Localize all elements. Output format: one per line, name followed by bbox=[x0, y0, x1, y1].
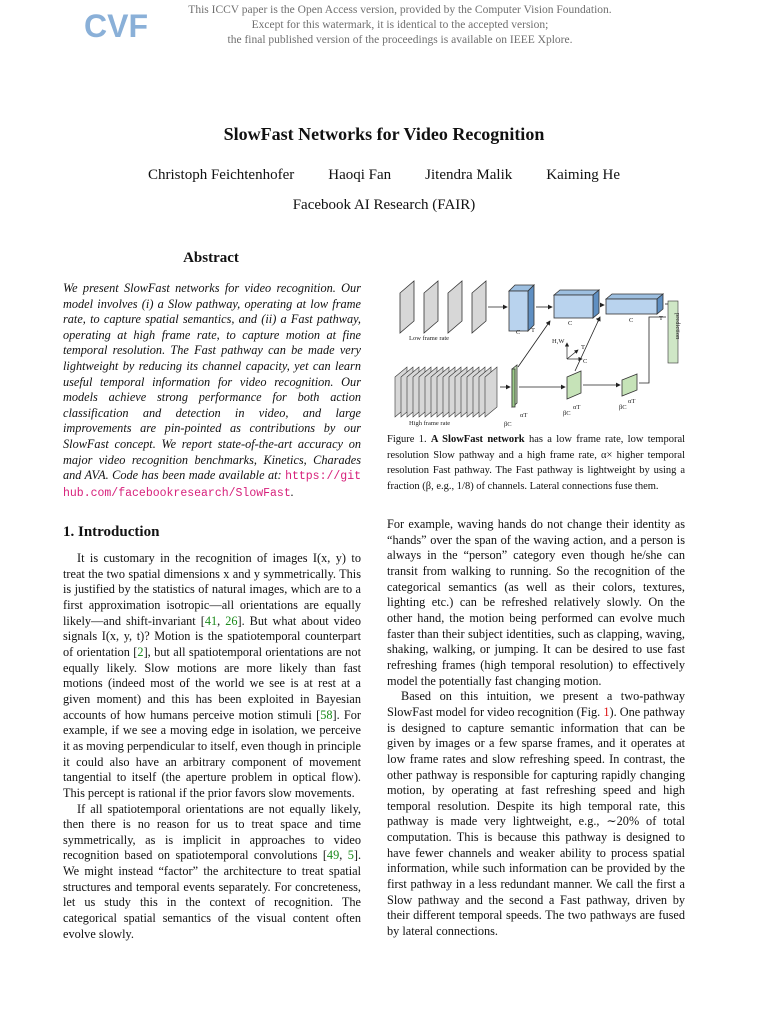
dim-t-label: T bbox=[659, 315, 663, 322]
affiliation: Facebook AI Research (FAIR) bbox=[292, 197, 476, 213]
intro-right-column bbox=[387, 517, 685, 940]
low-rate-frames bbox=[400, 281, 486, 333]
text-run: It is customary in the recognition of images I(x, y) to treat the two spatial dimensions x and y symmetrically. This is justified by the statistics of natural images, which are to a first approximation isotropic—all orientations are equally likely—and shift-invariant [ bbox=[63, 551, 361, 628]
citation-link[interactable]: 49 bbox=[326, 848, 340, 863]
dim-c-label: C bbox=[568, 320, 573, 327]
intro-left-column bbox=[63, 551, 361, 942]
dim-c-label: C bbox=[629, 317, 634, 324]
low-frame-rate-label: Low frame rate bbox=[409, 335, 450, 342]
dim-t-label: T bbox=[531, 327, 535, 334]
text-run: ]. But what about video signals I(x, y, t)? Motion is the spatiotemporal counterpart of orientation [ bbox=[63, 613, 361, 659]
paper-title: SlowFast Networks for Video Recognition bbox=[223, 124, 545, 144]
watermark-line-2: Except for this watermark, it is identical to the accepted version; bbox=[251, 19, 549, 31]
intro-paragraph: If all spatiotemporal orientations are not equally likely, then there is no reason for us to treat space and time symmetrically, as is implicit in approaches to video recognition based on spatiotemporal convolutions [49, 5]. We might instead “factor” the architecture to treat spatial structures and temporal events separately. For concreteness, let us study this in the context of recognition. The categorical spatial semantics of the visual content often evolve slowly. bbox=[63, 801, 362, 941]
high-frame-rate-label: High frame rate bbox=[409, 420, 451, 427]
text-run: If all spatiotemporal orientations are not equally likely, then there is no reason for us to treat space and time symmetrically, as is implicit in approaches to video recognition based on spatiotemporal convolutions [ bbox=[63, 801, 361, 863]
text-run: ). One pathway is designed to capture semantic information that can be given by images or a few sparse frames, and it operates at low frame rates and slow refreshing speed. In contrast, the other pathway is responsible for capturing rapidly changing motion, by operating at fast refreshing speed and high temporal resolution. Despite its high temporal rate, this pathway is made very lightweight, e.g., ∼20% of total computation. This is because this pathway is designed to have fewer channels and weaker ability to process spatial information, while such information can be provided by the first pathway in a less redundant manner. We call the first a Slow pathway and the second a Fast pathway, driven by their different temporal speeds. The two pathways are fused by lateral connections. bbox=[387, 704, 685, 939]
abstract-text: We present SlowFast networks for video recognition. Our model involves (i) a Slow pathway, operating at low frame rate, to capture spatial semantics, and (ii) a Fast pathway, operating at high frame rate, to capture motion at fine temporal resolution. The Fast pathway can be made very lightweight by reducing its channel capacity, yet can learn useful temporal information for video recognition. Our models achieve strong performance for both action classification and detection in video, and large improvements are pin-pointed as contributions by our SlowFast concept. We report state-of-the-art accuracy on major video recognition benchmarks, Kinetics, Charades and AVA. Code has been made available at: bbox=[63, 281, 361, 483]
figure-caption bbox=[387, 432, 685, 494]
citation-link[interactable]: 41 bbox=[204, 613, 218, 628]
cvf-logo-text: CVF bbox=[84, 8, 148, 44]
citation-link[interactable]: 2 bbox=[137, 644, 144, 659]
abstract-body bbox=[63, 281, 361, 501]
dim-t-label: T bbox=[596, 317, 600, 324]
axis-hw-label: H,W bbox=[552, 338, 565, 345]
citation-link[interactable]: 5 bbox=[347, 848, 354, 863]
author-name: Christoph Feichtenhofer bbox=[148, 167, 295, 183]
author-name: Jitendra Malik bbox=[425, 167, 513, 183]
cvf-logo bbox=[84, 6, 148, 44]
author-name: Kaiming He bbox=[546, 167, 620, 183]
text-run: ]. We might instead “factor” the architecture to treat spatial structures and temporal events separately. For concreteness, let us study this in the context of recognition. The categorical spatial semantics of the visual content often evolve slowly. bbox=[63, 848, 362, 941]
dim-bc-label: βC bbox=[563, 410, 571, 417]
intro-paragraph bbox=[387, 689, 685, 940]
intro-paragraph: For example, waving hands do not change their identity as “hands” over the span of the waving action, and a person is always in the “person” category even though he/she can transit from walking to running. So the recognition of the categorical semantics (as well as their colors, textures, lighting etc.) can be refreshed relatively slowly. On the other hand, the motion being performed can evolve much faster than their subject identities, such as clapping, waving, shaking, walking, or jumping. It can be desired to use fast refreshing frames (high temporal resolution) to effectively model the potentially fast changing motion. bbox=[387, 517, 685, 688]
axis-t-label: T bbox=[581, 344, 585, 351]
dim-at-label: αT bbox=[520, 412, 528, 419]
fast-pathway bbox=[512, 365, 637, 407]
dim-at-label: αT bbox=[573, 404, 581, 411]
author-list bbox=[0, 167, 768, 184]
prediction-label: prediction bbox=[674, 313, 681, 340]
caption-number: Figure 1. bbox=[387, 434, 427, 445]
intro-heading: 1. Introduction bbox=[63, 524, 160, 540]
dim-bc-label: βC bbox=[619, 404, 627, 411]
author-name: Haoqi Fan bbox=[328, 167, 392, 183]
slowfast-diagram bbox=[387, 277, 687, 429]
watermark bbox=[150, 3, 650, 48]
dim-c-label: C bbox=[516, 329, 521, 336]
text-run: ], but all spatiotemporal orientations are not equally likely. Slow motions are more likely than fast motions (indeed most of the world we see is at rest at a given moment) and this has been exploited in Bayesian accounts of how humans perceive motion stimuli [ bbox=[63, 644, 361, 722]
axes-glyph bbox=[567, 343, 582, 359]
citation-link[interactable]: 58 bbox=[320, 707, 333, 722]
code-link[interactable]: https://github.com/facebookresearch/SlowFast bbox=[63, 470, 361, 500]
axis-c-label: C bbox=[583, 358, 588, 365]
abstract-end: . bbox=[290, 484, 294, 499]
slow-pathway bbox=[509, 285, 663, 331]
dim-at-label: αT bbox=[628, 398, 636, 405]
figure-reference-link[interactable]: 1 bbox=[603, 704, 610, 719]
text-run: Based on this intuition, we present a two-pathway SlowFast model for video recognition (Fig. bbox=[387, 689, 685, 719]
dim-bc-label: βC bbox=[504, 421, 512, 428]
high-rate-frames bbox=[395, 367, 497, 417]
caption-text: has a low frame rate, low temporal resolution Slow pathway and a high frame rate, α× higher temporal resolution Fast pathway. The Fast pathway is lightweight by using a fraction (β, e.g., 1/8) of channels. Lateral connections fuse them. bbox=[387, 434, 686, 492]
watermark-line-3: the final published version of the proceedings is available on IEEE Xplore. bbox=[227, 34, 573, 46]
abstract-heading: Abstract bbox=[183, 250, 239, 266]
caption-bold: A SlowFast network bbox=[430, 434, 525, 445]
text-run: ]. For example, if we see a moving edge in isolation, we perceive it as moving perpendicular to itself, even though in principle it could also have an arbitrary component of movement tangential to itself (the aperture problem in optical flow). This percept is rational if the prior favors slow movements. bbox=[63, 707, 362, 800]
citation-link[interactable]: 26 bbox=[225, 613, 238, 628]
intro-paragraph: It is customary in the recognition of images I(x, y) to treat the two spatial dimensions x and y symmetrically. This is justified by the statistics of natural images, which are to a first approximation isotropic—all orientations are equally likely—and shift-invariant [41, 26]. But what about video signals I(x, y, t)? Motion is the spatiotemporal counterpart of orientation [2], but all spatiotemporal orientations are not equally likely. Slow motions are more likely than fast motions (indeed most of the world we see is at rest at a given moment) and this has been exploited in Bayesian accounts of how humans perceive motion stimuli [58]. For example, if we see a moving edge in isolation, we perceive it as moving perpendicular to itself, even though in principle it could also have an arbitrary component of movement tangential to itself (the aperture problem in optical flow). This percept is rational if the prior favors slow movements. bbox=[63, 551, 362, 800]
watermark-line-1: This ICCV paper is the Open Access version, provided by the Computer Vision Foundation. bbox=[188, 4, 612, 16]
